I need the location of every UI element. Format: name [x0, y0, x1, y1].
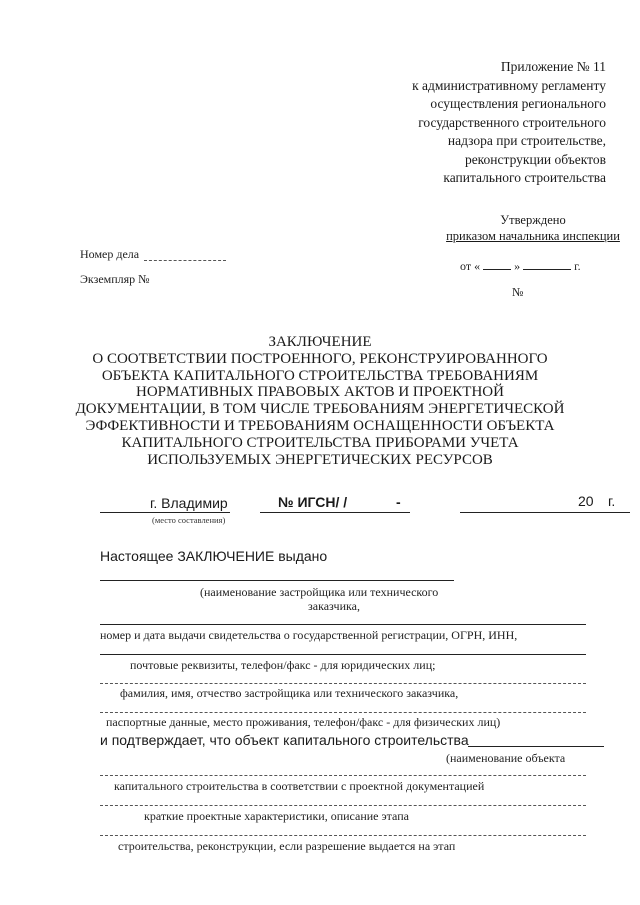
- developer-line: [100, 580, 454, 581]
- appendix-line: Приложение № 11: [500, 59, 606, 74]
- postal-line: [100, 654, 586, 655]
- title-line: ИСПОЛЬЗУЕМЫХ ЭНЕРГЕТИЧЕСКИХ РЕСУРСОВ: [147, 451, 493, 468]
- place-line-left: [100, 512, 150, 513]
- case-number-label: Номер дела: [80, 247, 140, 261]
- case-number-blank: [144, 260, 226, 261]
- approval-year-suffix: г.: [574, 259, 581, 273]
- approved-label: Утверждено: [500, 213, 566, 227]
- approval-from: от «: [460, 259, 481, 273]
- conclusion-number: № ИГСН/ /: [278, 494, 348, 510]
- approval-number-label: №: [512, 285, 524, 299]
- passport-caption: паспортные данные, место проживания, телефон/факс - для физических лиц): [106, 715, 501, 729]
- fio-line: [100, 683, 586, 684]
- place-caption: (место составления): [152, 515, 226, 525]
- appendix-line: надзора при строительстве,: [447, 133, 606, 148]
- title-line: КАПИТАЛЬНОГО СТРОИТЕЛЬСТВА ПРИБОРАМИ УЧЕТА: [121, 434, 519, 451]
- object-line: [468, 746, 604, 747]
- city: г. Владимир: [150, 495, 228, 511]
- brief-caption: краткие проектные характеристики, описание этапа: [144, 809, 409, 823]
- stage-caption: строительства, реконструкции, если разрешение выдается на этап: [118, 839, 456, 853]
- approval-date: [460, 259, 581, 274]
- title-line: О СООТВЕТСТВИИ ПОСТРОЕННОГО, РЕКОНСТРУИРОВАННОГО: [92, 350, 548, 367]
- title-line: ДОКУМЕНТАЦИИ, В ТОМ ЧИСЛЕ ТРЕБОВАНИЯМ ЭНЕРГЕТИЧЕСКОЙ: [75, 401, 565, 418]
- approval-block: [438, 212, 628, 244]
- document-title: [20, 334, 620, 468]
- title-line: ЭФФЕКТИВНОСТИ И ТРЕБОВАНИЯМ ОСНАЩЕННОСТИ ОБЪЕКТА: [85, 417, 555, 434]
- fio-caption: фамилия, имя, отчество застройщика или технического заказчика,: [120, 686, 459, 700]
- passport-line: [100, 712, 586, 713]
- title-line: НОРМАТИВНЫХ ПРАВОВЫХ АКТОВ И ПРОЕКТНОЙ: [136, 384, 504, 401]
- copy-label: Экземпляр №: [80, 272, 150, 286]
- registration-caption: номер и дата выдачи свидетельства о государственной регистрации, ОГРН, ИНН,: [100, 628, 518, 642]
- appendix-line: реконструкции объектов: [464, 151, 606, 167]
- postal-caption: почтовые реквизиты, телефон/факс - для юридических лиц;: [130, 658, 436, 672]
- month-blank: [523, 269, 571, 270]
- number-dash: -: [396, 494, 401, 510]
- title-line: ЗАКЛЮЧЕНИЕ: [268, 334, 372, 350]
- appendix-line: к административному регламенту: [412, 77, 606, 93]
- brief-line: [100, 805, 586, 806]
- year-suffix: г.: [608, 493, 616, 509]
- per-docs-caption: капитального строительства в соответствии с проектной документацией: [114, 779, 485, 793]
- appendix-line: осуществления регионального: [430, 96, 606, 111]
- object-caption: (наименование объекта: [446, 751, 566, 765]
- day-blank: [483, 269, 511, 270]
- approval-order: приказом начальника инспекции: [446, 229, 620, 243]
- confirms-text: и подтверждает, что объект капитального строительства: [100, 732, 469, 748]
- per-docs-line: [100, 775, 586, 776]
- appendix-block: [246, 58, 606, 188]
- developer-caption-2: заказчика,: [308, 599, 360, 613]
- appendix-line: капитального строительства: [443, 170, 606, 185]
- registration-line: [100, 624, 586, 625]
- approval-mid: »: [514, 259, 521, 273]
- appendix-line: государственного строительного: [418, 114, 606, 130]
- number-underline: [260, 512, 410, 513]
- year-prefix: 20: [578, 493, 594, 509]
- city-underline: [150, 512, 230, 513]
- date-underline: [460, 512, 630, 513]
- developer-caption: (наименование застройщика или технического: [200, 585, 439, 599]
- issued-text: Настоящее ЗАКЛЮЧЕНИЕ выдано: [100, 548, 328, 564]
- title-line: ОБЪЕКТА КАПИТАЛЬНОГО СТРОИТЕЛЬСТВА ТРЕБОВАНИЯМ: [101, 367, 539, 384]
- stage-line: [100, 835, 586, 836]
